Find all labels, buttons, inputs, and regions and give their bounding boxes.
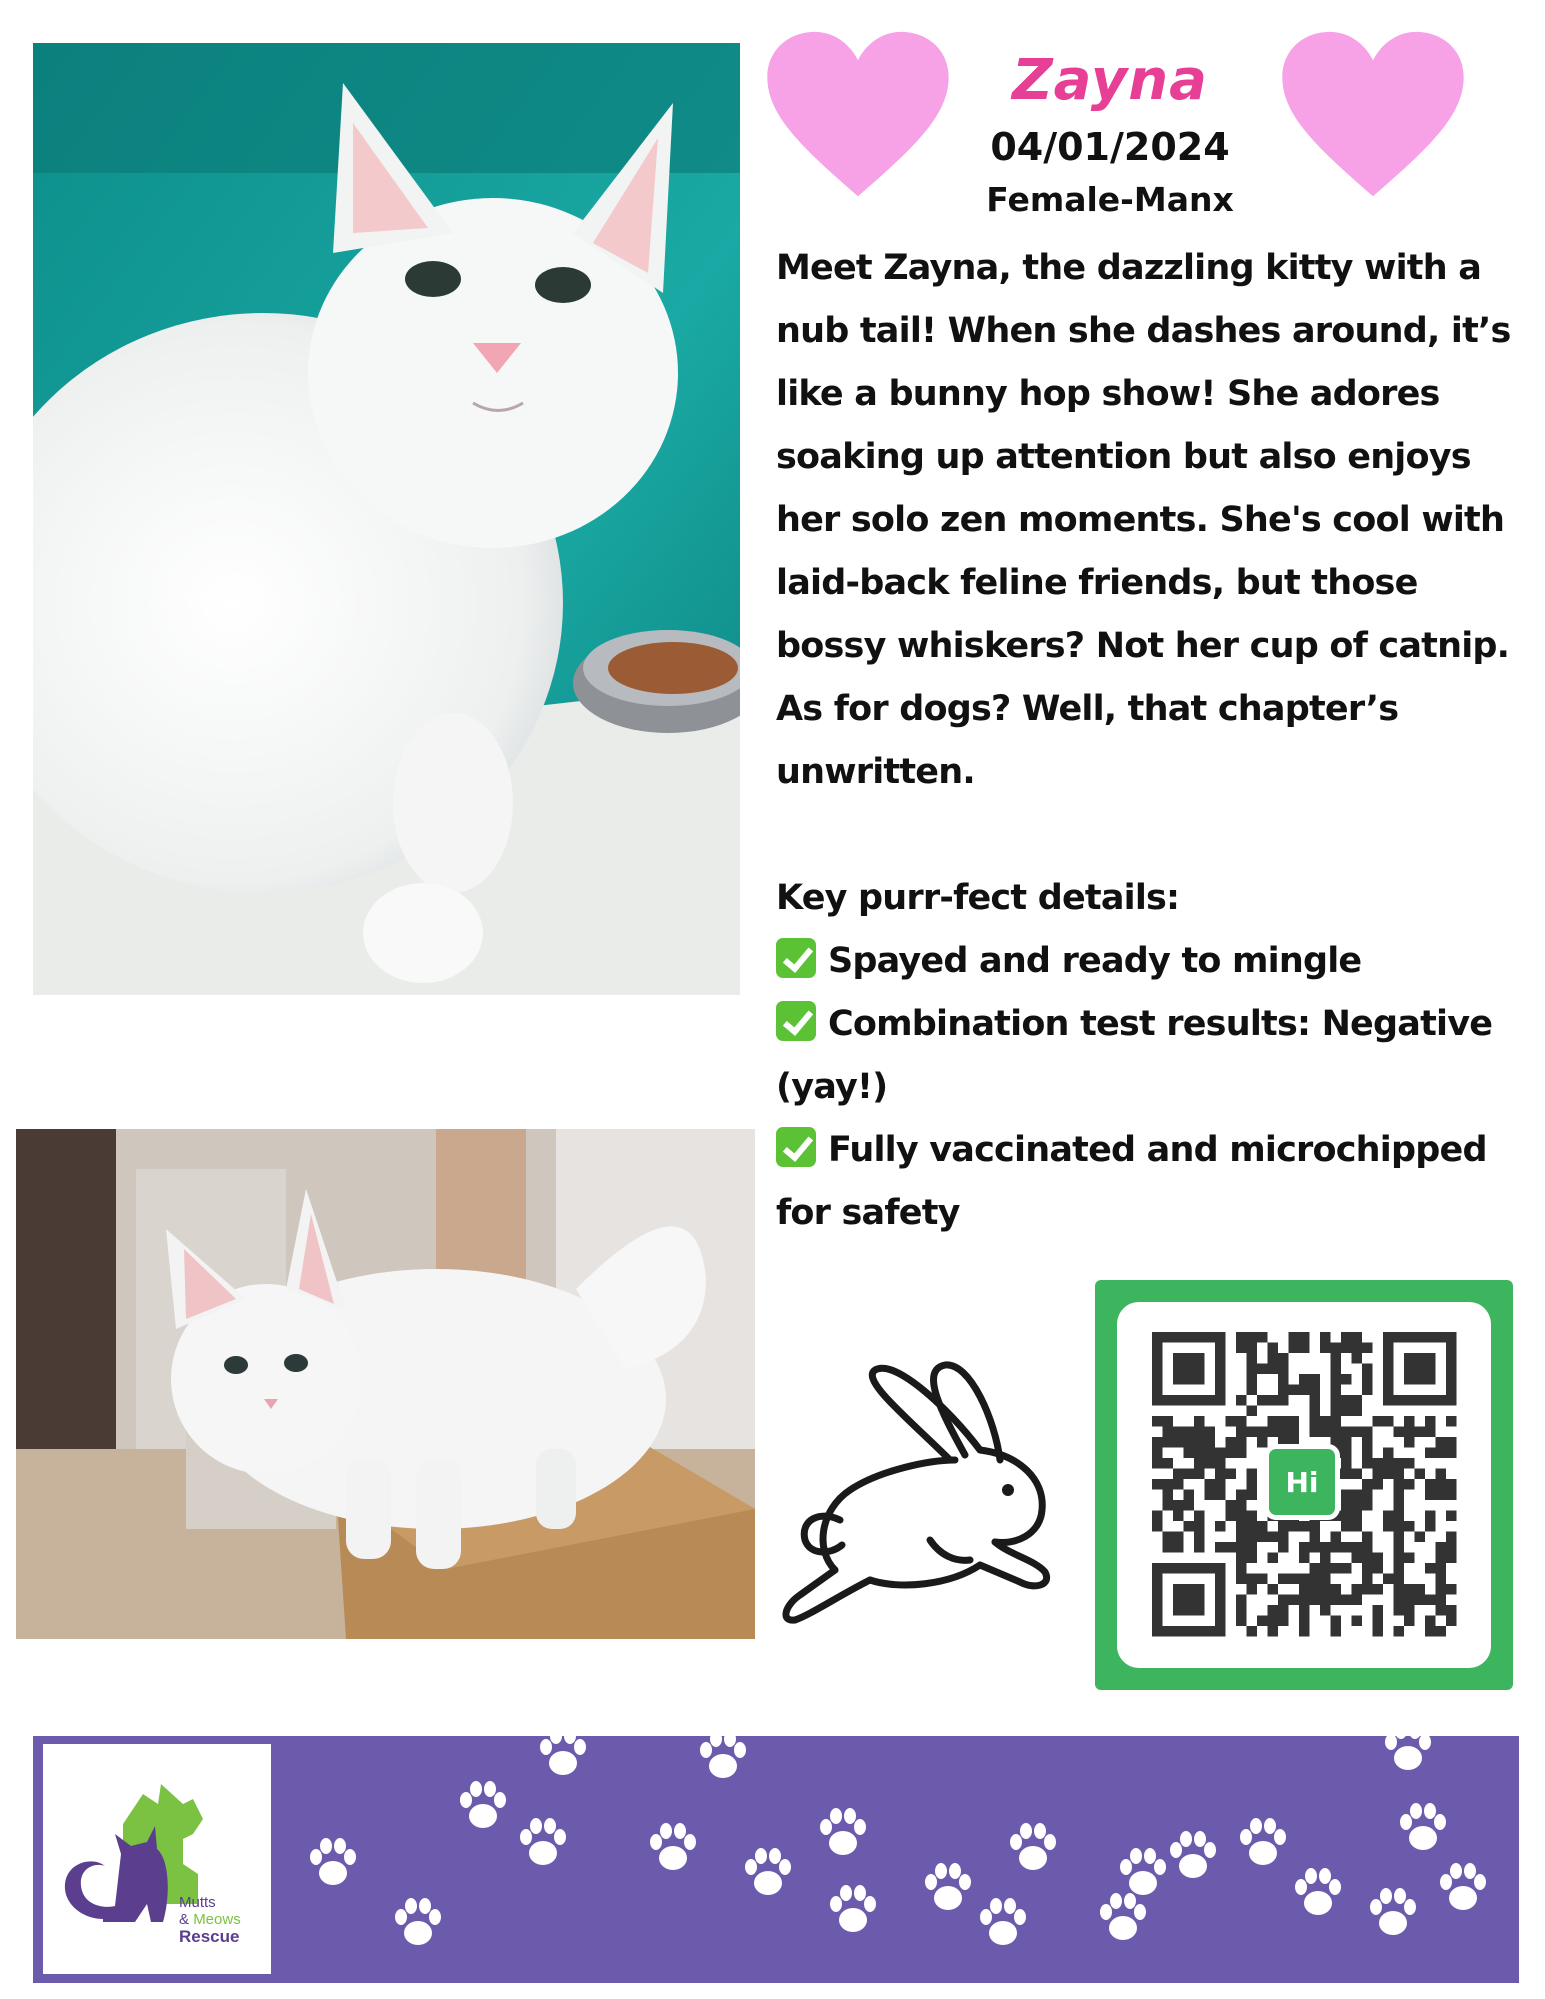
intake-date: 04/01/2024	[990, 125, 1230, 169]
paw-print-icon	[1385, 1736, 1431, 1770]
paw-print-icon	[820, 1808, 866, 1855]
heart-icon	[763, 30, 953, 200]
detail-item: Combination test results: Negative (yay!)	[776, 993, 1536, 1119]
paw-print-icon	[520, 1818, 566, 1865]
details-heading: Key purr-fect details:	[776, 878, 1180, 918]
rescue-logo	[43, 1744, 271, 1974]
qr-center-badge: Hi	[1264, 1444, 1340, 1520]
pet-description-block	[776, 237, 1536, 1245]
paw-print-icon	[310, 1838, 356, 1885]
checkmark-icon	[776, 1001, 816, 1041]
paw-print-icon	[460, 1781, 506, 1828]
detail-item: Fully vaccinated and microchipped for safety	[776, 1119, 1536, 1245]
paw-print-icon	[1295, 1868, 1341, 1915]
paw-print-icon	[1440, 1863, 1486, 1910]
paw-print-icon	[925, 1863, 971, 1910]
logo-text-mutts: Mutts	[179, 1894, 216, 1911]
qr-code[interactable]	[1117, 1302, 1491, 1668]
paw-print-icon	[1100, 1893, 1146, 1940]
paw-print-icon	[745, 1848, 791, 1895]
cat-photo-main	[33, 43, 740, 995]
paw-print-icon	[650, 1823, 696, 1870]
sex-breed: Female-Manx	[986, 180, 1234, 219]
paw-print-icon	[830, 1885, 876, 1932]
paw-print-icon	[1400, 1803, 1446, 1850]
paw-print-icon	[1170, 1831, 1216, 1878]
cat-photo-secondary	[16, 1129, 755, 1639]
pet-name: Zayna	[1012, 48, 1208, 113]
bunny-icon	[780, 1350, 1060, 1640]
paw-print-icon	[1370, 1888, 1416, 1935]
checkmark-icon	[776, 938, 816, 978]
qr-code-frame[interactable]	[1095, 1280, 1513, 1690]
footer-banner	[33, 1736, 1519, 1983]
paw-print-icon	[540, 1736, 586, 1775]
logo-text-meows: & Meows	[179, 1911, 241, 1928]
paw-print-icon	[1120, 1848, 1166, 1895]
paw-print-icon	[700, 1736, 746, 1778]
logo-text-rescue: Rescue	[179, 1927, 240, 1946]
paw-print-icon	[980, 1898, 1026, 1945]
checkmark-icon	[776, 1127, 816, 1167]
paw-print-icon	[1010, 1823, 1056, 1870]
paw-print-icon	[395, 1898, 441, 1945]
paw-print-icon	[1240, 1818, 1286, 1865]
description-text: Meet Zayna, the dazzling kitty with a nub tail! When she dashes around, it’s like a bunny hop show! She adores soaking up attention but also enjoys her solo zen moments. She's cool with laid-back feline friends, but those bossy whiskers? Not her cup of catnip. As for dogs? Well, that chapter’s unwritten.	[776, 248, 1511, 792]
heart-icon	[1278, 30, 1468, 200]
detail-item: Spayed and ready to mingle	[776, 930, 1536, 993]
